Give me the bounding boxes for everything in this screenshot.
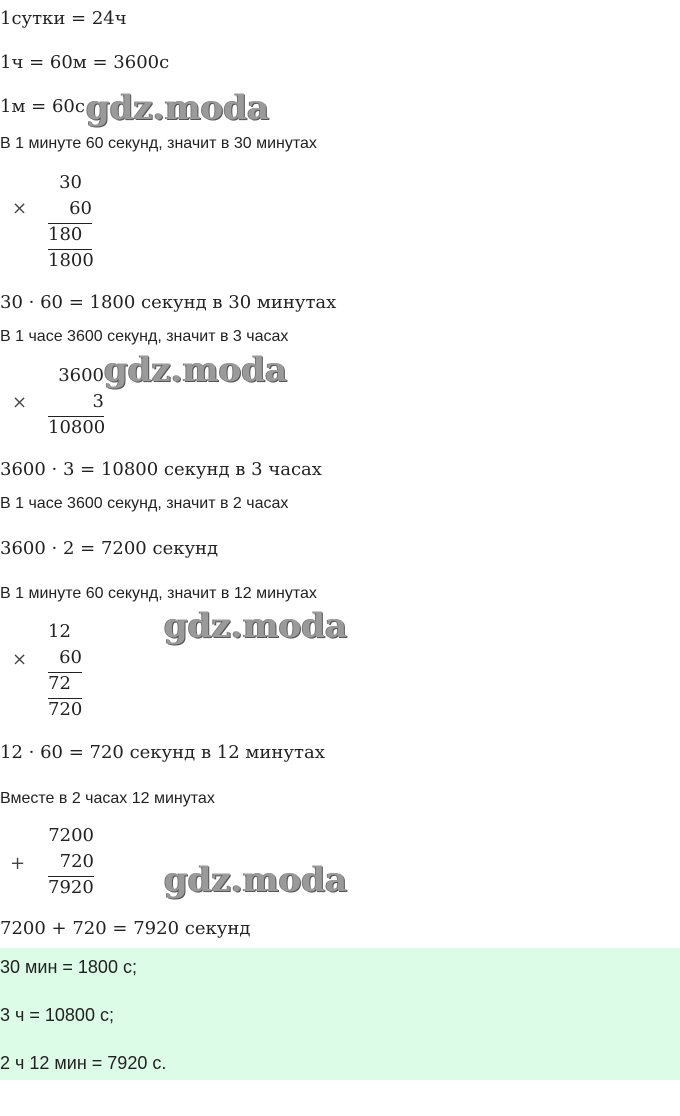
operand-a: 3600 [58, 365, 104, 386]
multiply-sign: × [12, 392, 28, 413]
watermark: gdz.moda [86, 88, 270, 128]
watermark: gdz.moda [104, 350, 288, 390]
conversion-day: 1сутки = 24ч [0, 8, 127, 29]
result-total: 7200 + 720 = 7920 секунд [0, 918, 251, 939]
operand-a: 12 [48, 621, 71, 642]
product: 1800 [48, 250, 94, 271]
operand-b: 3 [92, 391, 104, 412]
step-3-hours-text: В 1 часе 3600 секунд, значит в 3 часах [0, 328, 289, 345]
operand-b: 720 [59, 851, 94, 872]
sum: 7920 [48, 877, 94, 898]
watermark: gdz.moda [164, 860, 348, 900]
step-30-minutes-text: В 1 минуте 60 секунд, значит в 30 минутах [0, 135, 317, 152]
answer-line-3: 2 ч 12 мин = 7920 с. [0, 1053, 167, 1073]
step-2-hours-text: В 1 часе 3600 секунд, значит в 2 часах [0, 495, 289, 512]
conversion-minute: 1м = 60с [0, 96, 85, 117]
plus-sign: + [10, 853, 26, 874]
answer-box [0, 948, 680, 1080]
result-12-minutes: 12 · 60 = 720 секунд в 12 минутах [0, 742, 325, 763]
product: 720 [48, 699, 83, 720]
operand-a: 7200 [48, 825, 94, 846]
result-2-hours: 3600 · 2 = 7200 секунд [0, 538, 219, 559]
partial-product: 72 [48, 673, 71, 694]
watermark: gdz.moda [164, 606, 348, 646]
operand-b: 60 [59, 647, 82, 668]
result-3-hours: 3600 · 3 = 10800 секунд в 3 часах [0, 459, 322, 480]
partial-product: 180 [48, 224, 83, 245]
answer-line-2: 3 ч = 10800 с; [0, 1005, 114, 1025]
multiply-sign: × [12, 198, 28, 219]
step-total-text: Вместе в 2 часах 12 минутах [0, 790, 215, 807]
step-12-minutes-text: В 1 минуте 60 секунд, значит в 12 минутах [0, 585, 317, 602]
answer-line-1: 30 мин = 1800 с; [0, 957, 137, 977]
conversion-hour: 1ч = 60м = 3600с [0, 52, 170, 73]
multiply-sign: × [12, 649, 28, 670]
operand-a: 30 [59, 172, 82, 193]
product: 10800 [48, 417, 106, 438]
result-30-minutes: 30 · 60 = 1800 секунд в 30 минутах [0, 292, 337, 313]
operand-b: 60 [69, 198, 92, 219]
